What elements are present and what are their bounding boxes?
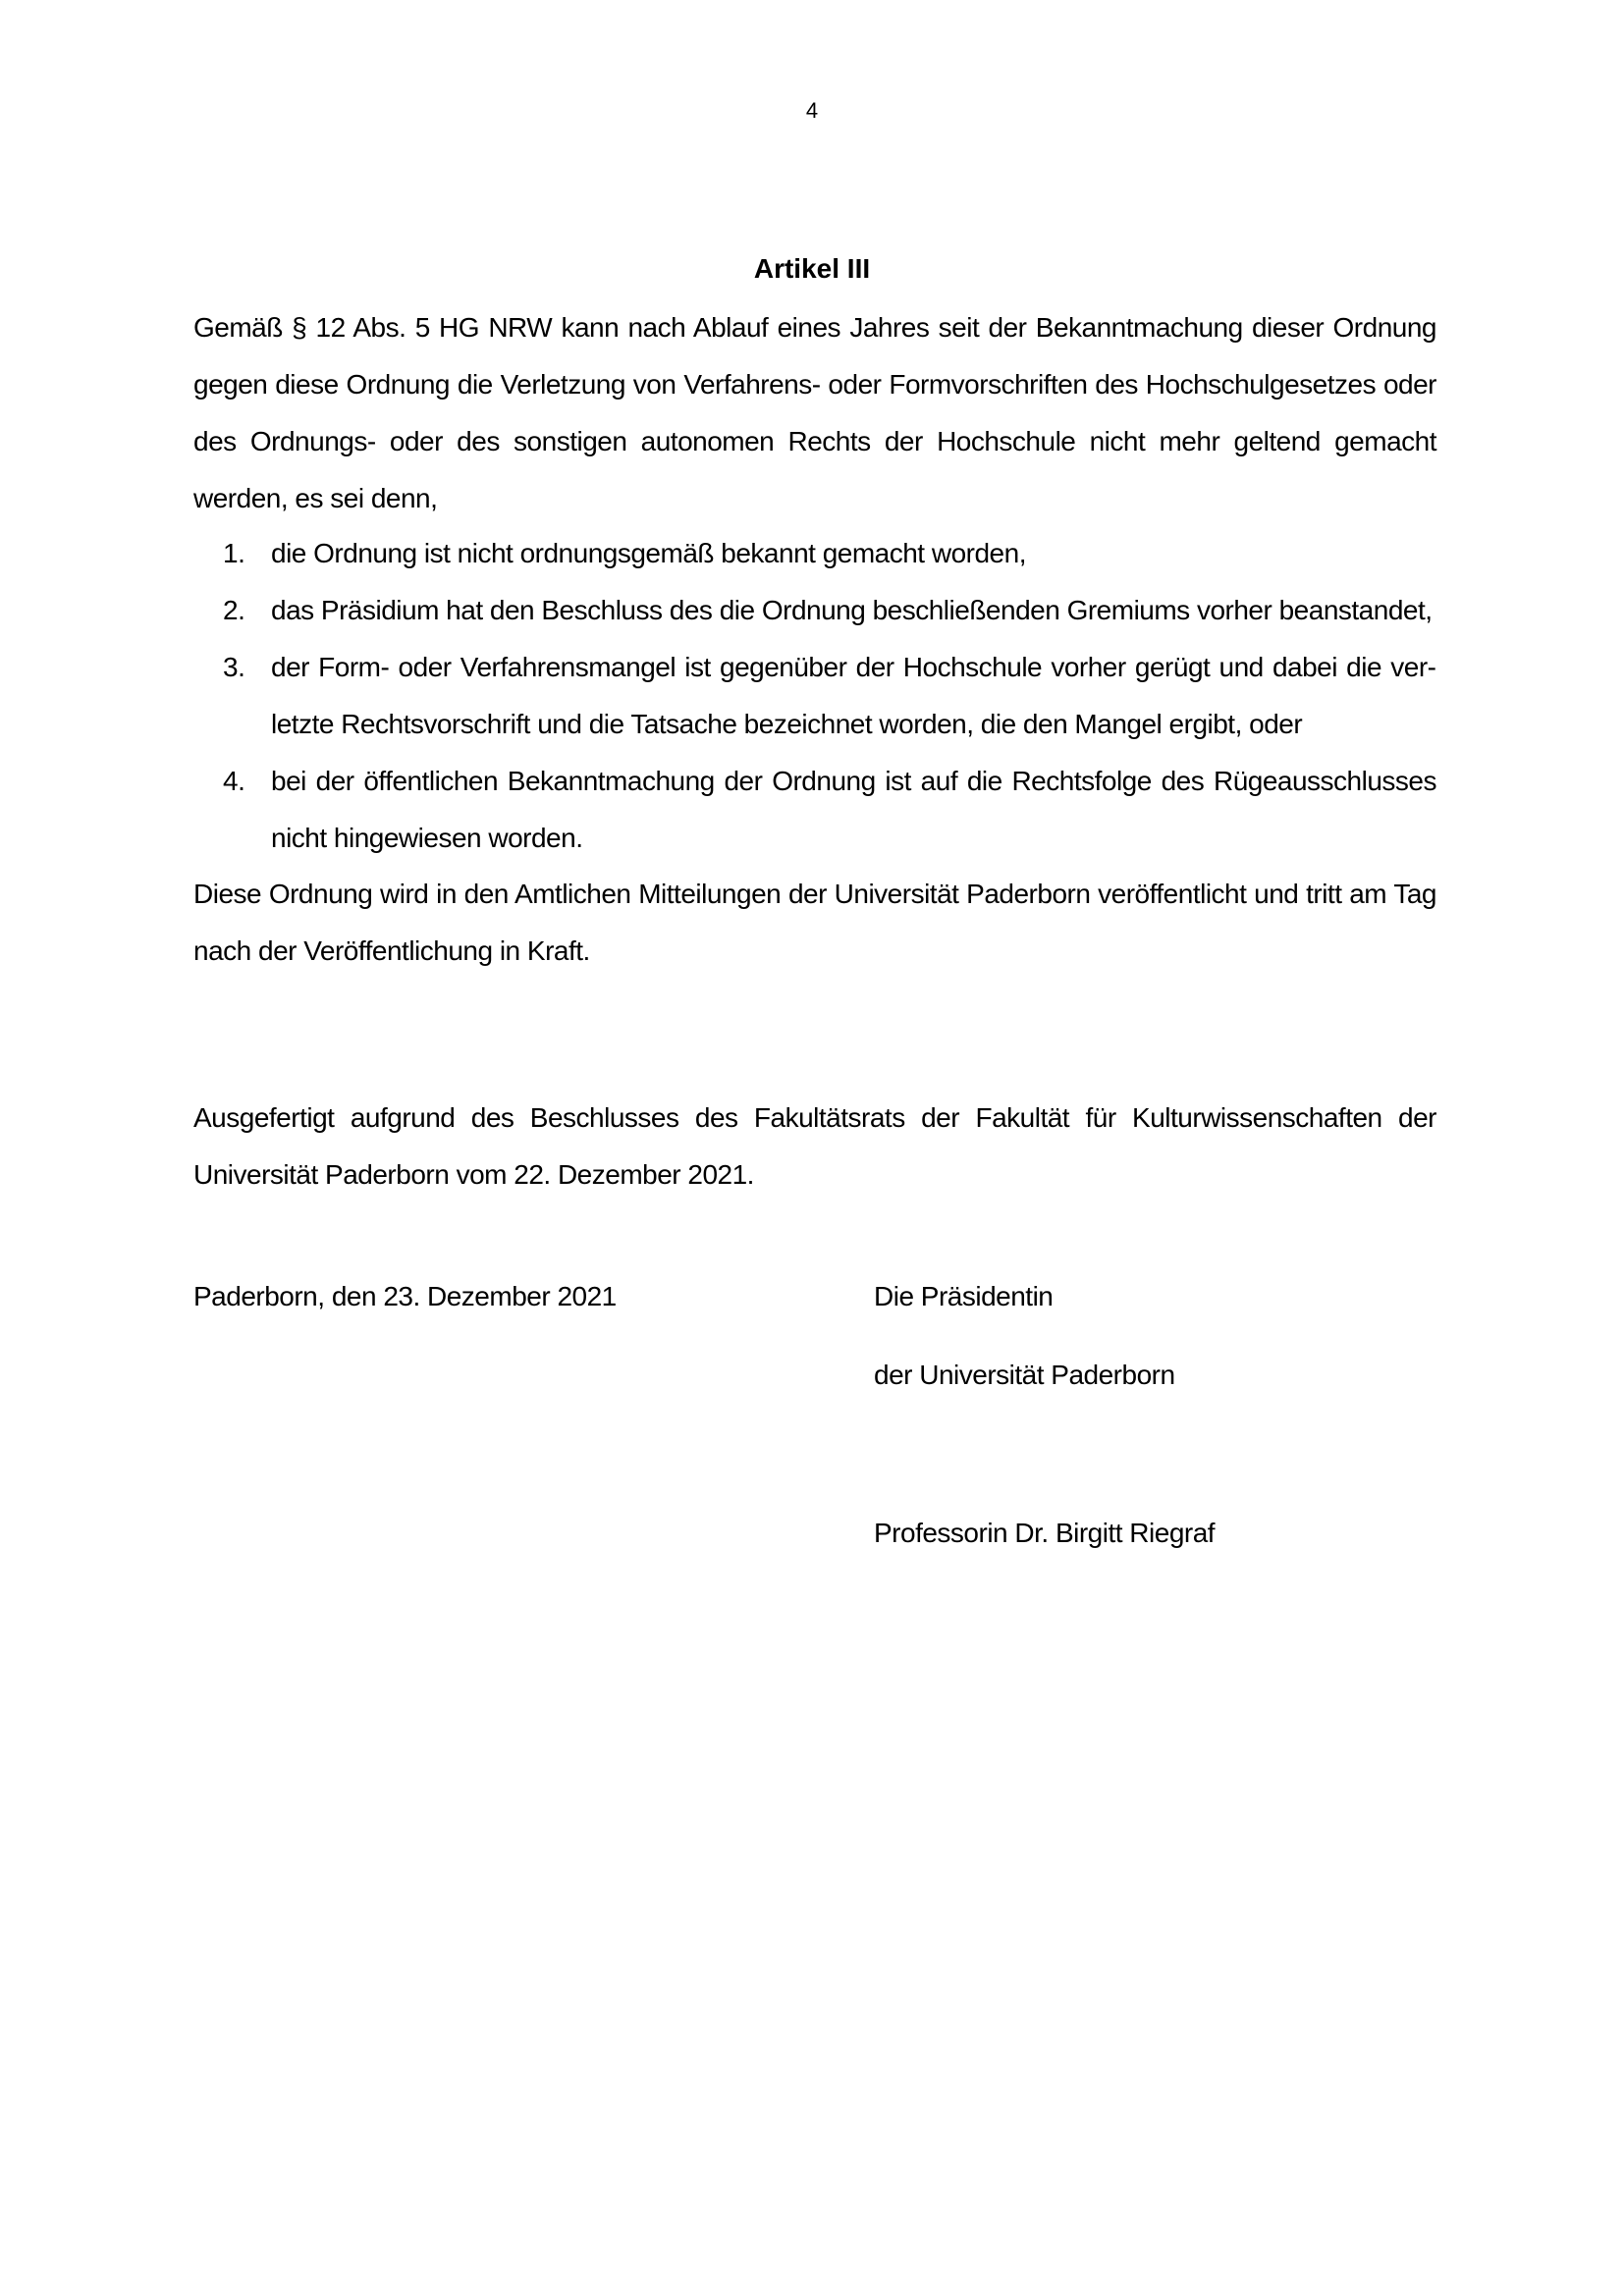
list-item-text: der Form- oder Verfahrensmangel ist gegenüber der Hochschule vorher gerügt und dabei die verletzte Rechtsvorschrift und die Tatsache bezeichnet worden, die den Mangel ergibt, oder [271, 652, 1436, 739]
list-item [193, 639, 1436, 753]
closing-paragraph: Diese Ordnung wird in den Amtlichen Mitteilungen der Universität Paderborn veröffentlicht und tritt am Tag nach der Veröffentlichung in Kraft. [193, 879, 1436, 966]
article-heading: Artikel III [753, 253, 871, 284]
list-item-text: die Ordnung ist nicht ordnungsgemäß bekannt gemacht worden, [271, 538, 1026, 568]
page-number: 4 [805, 98, 819, 123]
place-and-date: Paderborn, den 23. Dezember 2021 [193, 1281, 617, 1311]
list-item-number: 4. [223, 766, 245, 796]
signatory-name: Professorin Dr. Birgitt Riegraf [874, 1518, 1216, 1548]
execution-paragraph: Ausgefertigt aufgrund des Beschlusses des Fakultätsrats der Fakultät für Kulturwissenschaften der Universität Paderborn vom 22. Dezember 2021. [193, 1102, 1436, 1190]
conditions-list [193, 525, 1436, 867]
list-item-number: 1. [223, 538, 245, 568]
signatory-organization: der Universität Paderborn [874, 1360, 1175, 1390]
list-item [193, 582, 1436, 639]
list-item [193, 753, 1436, 867]
signatory-title: Die Präsidentin [874, 1281, 1054, 1311]
list-item-number: 2. [223, 595, 245, 625]
list-item [193, 525, 1436, 582]
article-intro-paragraph: Gemäß § 12 Abs. 5 HG NRW kann nach Ablauf eines Jahres seit der Bekanntmachung dieser Ordnung gegen diese Ordnung die Verletzung von Verfahrens- oder Formvorschriften des Hochschulgesetzes oder des Ordnungs- oder des sonstigen autonomen Rechts der Hochschule nicht mehr geltend gemacht werden, es sei denn, [193, 312, 1436, 513]
list-item-number: 3. [223, 652, 245, 682]
list-item-text: bei der öffentlichen Bekanntmachung der Ordnung ist auf die Rechtsfolge des Rügeausschlusses nicht hingewiesen worden. [271, 766, 1436, 853]
list-item-text: das Präsidium hat den Beschluss des die Ordnung beschließenden Gremiums vorher beanstandet, [271, 595, 1433, 625]
